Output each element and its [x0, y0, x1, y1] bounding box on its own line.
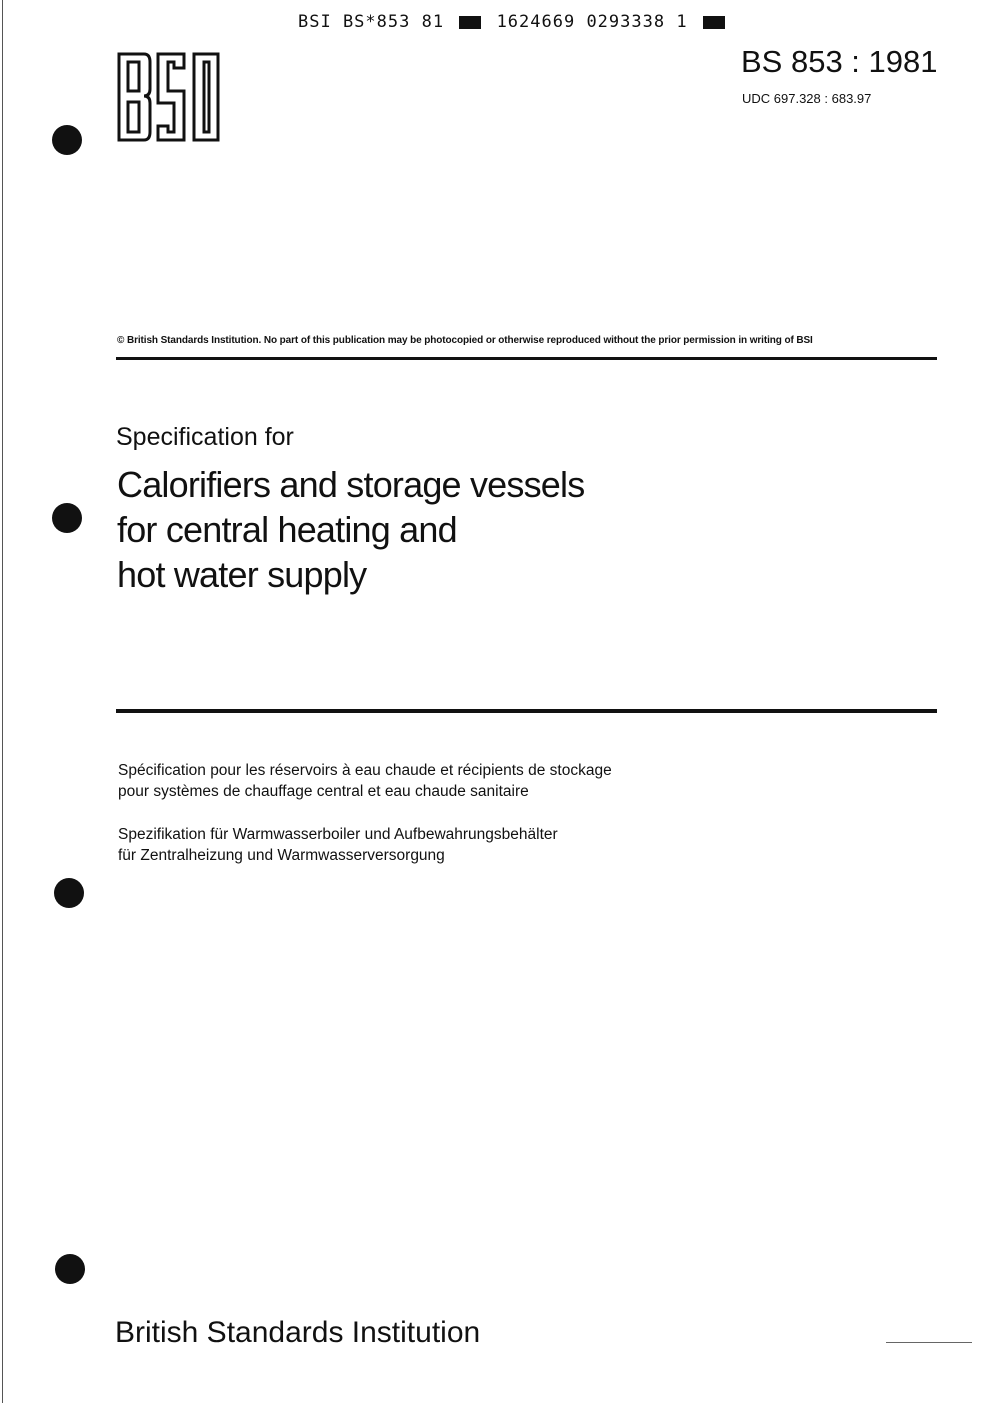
document-control-code — [298, 12, 729, 32]
redaction-block — [459, 16, 481, 29]
standard-number: BS 853 : 1981 — [741, 44, 938, 79]
french-title-line: pour systèmes de chauffage central et eau chaude sanitaire — [118, 783, 529, 800]
copyright-notice: © British Standards Institution. No part of this publication may be photocopied or otherwise reproduced without the prior permission in writing of BSI — [117, 335, 813, 346]
french-title — [118, 760, 612, 802]
udc-classification: UDC 697.328 : 683.97 — [742, 91, 872, 106]
divider-middle — [116, 709, 937, 713]
german-title-line: Spezifikation für Warmwasserboiler und Aufbewahrungsbehälter — [118, 826, 558, 843]
document-title — [117, 462, 584, 597]
bsi-logo — [116, 52, 222, 142]
punch-hole — [52, 125, 82, 155]
title-line: hot water supply — [117, 554, 367, 595]
divider-top — [116, 357, 937, 360]
punch-hole — [55, 1254, 85, 1284]
punch-hole — [52, 503, 82, 533]
redaction-block — [703, 16, 725, 29]
title-line: for central heating and — [117, 509, 457, 550]
scan-mark — [886, 1342, 972, 1343]
german-title-line: für Zentralheizung und Warmwasserversorgung — [118, 847, 445, 864]
page-edge-line — [2, 0, 3, 1403]
german-title — [118, 824, 558, 866]
control-code-part-1: BSI BS*853 81 — [298, 12, 445, 32]
control-code-part-2: 1624669 0293338 1 — [496, 12, 688, 32]
french-title-line: Spécification pour les réservoirs à eau chaude et récipients de stockage — [118, 762, 612, 779]
punch-hole — [54, 878, 84, 908]
title-line: Calorifiers and storage vessels — [117, 464, 585, 505]
publisher-name: British Standards Institution — [115, 1316, 481, 1349]
title-prefix: Specification for — [116, 423, 294, 451]
